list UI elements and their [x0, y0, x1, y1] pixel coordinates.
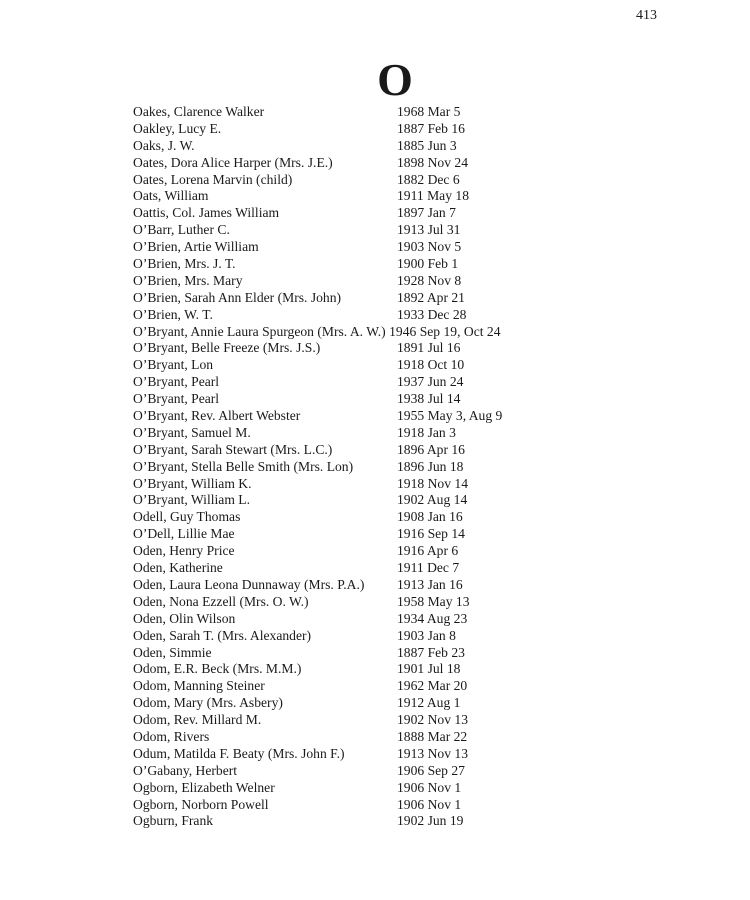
entry-name: O’Bryant, Belle Freeze (Mrs. J.S.)	[133, 340, 321, 356]
entry-date: 1892 Apr 21	[397, 289, 465, 305]
entry-name: O’Bryant, Rev. Albert Webster	[133, 408, 301, 424]
index-entry	[133, 138, 633, 155]
entry-name: Odom, Manning Steiner	[133, 678, 265, 694]
entry-name: Ogborn, Norborn Powell	[133, 796, 269, 812]
entry-date: 1913 Nov 13	[397, 745, 468, 761]
index-entry	[133, 459, 633, 476]
index-entry	[133, 104, 633, 121]
index-entry	[133, 509, 633, 526]
entry-name: O’Bryant, Stella Belle Smith (Mrs. Lon)	[133, 458, 354, 474]
index-entry	[133, 425, 633, 442]
index-entry	[133, 172, 633, 189]
entry-name: Oates, Dora Alice Harper (Mrs. J.E.)	[133, 154, 333, 170]
index-entry	[133, 205, 633, 222]
index-entry	[133, 712, 633, 729]
index-entry	[133, 357, 633, 374]
entry-date: 1896 Apr 16	[397, 441, 465, 457]
section-heading-letter: O	[377, 54, 413, 105]
entry-name: Ogborn, Elizabeth Welner	[133, 779, 275, 795]
entry-date: 1918 Nov 14	[397, 475, 468, 491]
index-entry	[133, 780, 633, 797]
entry-date: 1902 Jun 19	[397, 813, 464, 829]
entry-name: Oden, Olin Wilson	[133, 610, 236, 626]
index-entry	[133, 543, 633, 560]
index-entry	[133, 408, 633, 425]
entry-name: Oats, William	[133, 188, 209, 204]
index-entry	[133, 560, 633, 577]
index-entry	[133, 645, 633, 662]
entry-date: 1908 Jan 16	[397, 509, 463, 525]
entry-name: Oakes, Clarence Walker	[133, 104, 265, 119]
entry-date: 1911 May 18	[397, 188, 469, 204]
entry-date: 1968 Mar 5	[397, 104, 461, 119]
entry-date: 1901 Jul 18	[397, 661, 461, 677]
entry-date: 1906 Sep 27	[397, 762, 465, 778]
entry-name: Odom, Rev. Millard M.	[133, 712, 262, 728]
entry-name: Oden, Henry Price	[133, 543, 235, 559]
index-entry	[133, 442, 633, 459]
entry-date: 1882 Dec 6	[397, 171, 460, 187]
entry-date: 1918 Jan 3	[397, 424, 456, 440]
index-entry	[133, 813, 633, 830]
entry-date: 1913 Jul 31	[397, 222, 461, 238]
entry-name: Odell, Guy Thomas	[133, 509, 241, 525]
entry-date: 1955 May 3, Aug 9	[397, 408, 503, 424]
entry-name: O’Bryant, Samuel M.	[133, 424, 251, 440]
index-entry	[133, 188, 633, 205]
entry-name: O’Barr, Luther C.	[133, 222, 230, 238]
index-entry	[133, 155, 633, 172]
index-entry	[133, 476, 633, 493]
entry-date: 1898 Nov 24	[397, 154, 468, 170]
index-entry	[133, 121, 633, 138]
entry-date: 1887 Feb 23	[397, 644, 465, 660]
index-entry	[133, 492, 633, 509]
entry-date: 1934 Aug 23	[397, 610, 468, 626]
entry-name: Oden, Katherine	[133, 560, 223, 576]
index-entry	[133, 797, 633, 814]
entry-name: Oaks, J. W.	[133, 137, 195, 153]
entry-name: Odom, Mary (Mrs. Asbery)	[133, 695, 283, 711]
entry-date: 1933 Dec 28	[397, 306, 467, 322]
entry-name: O’Bryant, William L.	[133, 492, 250, 508]
entry-date: 1962 Mar 20	[397, 678, 468, 694]
entry-name: O’Bryant, Sarah Stewart (Mrs. L.C.)	[133, 441, 333, 457]
entry-date: 1888 Mar 22	[397, 728, 468, 744]
entry-date: 1897 Jan 7	[397, 205, 456, 221]
entry-date: 1937 Jun 24	[397, 374, 464, 390]
entry-date: 1946 Sep 19, Oct 24	[389, 323, 501, 339]
index-entry	[133, 729, 633, 746]
obituary-index-list	[133, 104, 633, 830]
index-entry	[133, 324, 633, 341]
entry-name: Oates, Lorena Marvin (child)	[133, 171, 293, 187]
index-entry	[133, 222, 633, 239]
entry-name: O’Brien, Artie William	[133, 239, 259, 255]
index-entry	[133, 678, 633, 695]
entry-name: Odom, E.R. Beck (Mrs. M.M.)	[133, 661, 302, 677]
index-entry	[133, 273, 633, 290]
index-entry	[133, 695, 633, 712]
index-entry	[133, 763, 633, 780]
entry-date: 1906 Nov 1	[397, 779, 462, 795]
index-entry	[133, 746, 633, 763]
entry-name: Odom, Rivers	[133, 728, 210, 744]
entry-name: O’Gabany, Herbert	[133, 762, 238, 778]
entry-name: Oattis, Col. James William	[133, 205, 280, 221]
entry-name: O’Dell, Lillie Mae	[133, 526, 235, 542]
entry-name: Ogburn, Frank	[133, 813, 214, 829]
entry-name: O’Brien, Mrs. J. T.	[133, 256, 236, 272]
entry-date: 1916 Sep 14	[397, 526, 465, 542]
entry-name: Odum, Matilda F. Beaty (Mrs. John F.)	[133, 745, 345, 761]
index-entry	[133, 526, 633, 543]
index-entry	[133, 374, 633, 391]
entry-name: Oden, Laura Leona Dunnaway (Mrs. P.A.)	[133, 576, 365, 592]
entry-date: 1913 Jan 16	[397, 576, 463, 592]
index-entry	[133, 256, 633, 273]
page-number: 413	[636, 8, 657, 23]
entry-date: 1903 Jan 8	[397, 627, 456, 643]
entry-date: 1891 Jul 16	[397, 340, 461, 356]
entry-name: Oden, Nona Ezzell (Mrs. O. W.)	[133, 593, 309, 609]
index-entry	[133, 594, 633, 611]
entry-date: 1938 Jul 14	[397, 391, 461, 407]
entry-date: 1902 Aug 14	[397, 492, 468, 508]
entry-date: 1916 Apr 6	[397, 543, 459, 559]
entry-name: O’Bryant, Pearl	[133, 391, 220, 407]
index-entry	[133, 391, 633, 408]
entry-name: Oden, Sarah T. (Mrs. Alexander)	[133, 627, 312, 643]
entry-name: O’Bryant, Lon	[133, 357, 214, 373]
entry-name: O’Brien, W. T.	[133, 306, 213, 322]
entry-date: 1903 Nov 5	[397, 239, 462, 255]
entry-date: 1896 Jun 18	[397, 458, 464, 474]
index-entry	[133, 290, 633, 307]
entry-name: O’Bryant, Pearl	[133, 374, 220, 390]
entry-name: O’Bryant, Annie Laura Spurgeon (Mrs. A. W.)	[133, 323, 386, 339]
entry-date: 1900 Feb 1	[397, 256, 459, 272]
entry-name: O’Bryant, William K.	[133, 475, 252, 491]
index-entry	[133, 611, 633, 628]
index-entry	[133, 577, 633, 594]
entry-name: O’Brien, Sarah Ann Elder (Mrs. John)	[133, 289, 342, 305]
entry-date: 1928 Nov 8	[397, 272, 462, 288]
entry-name: Oden, Simmie	[133, 644, 212, 660]
entry-name: Oakley, Lucy E.	[133, 120, 222, 136]
index-entry	[133, 340, 633, 357]
entry-date: 1912 Aug 1	[397, 695, 461, 711]
entry-date: 1887 Feb 16	[397, 120, 465, 136]
index-entry	[133, 307, 633, 324]
entry-date: 1902 Nov 13	[397, 712, 468, 728]
entry-date: 1958 May 13	[397, 593, 470, 609]
entry-date: 1906 Nov 1	[397, 796, 462, 812]
entry-date: 1911 Dec 7	[397, 560, 460, 576]
entry-name: O’Brien, Mrs. Mary	[133, 272, 243, 288]
index-entry	[133, 239, 633, 256]
index-entry	[133, 628, 633, 645]
index-entry	[133, 661, 633, 678]
entry-date: 1918 Oct 10	[397, 357, 465, 373]
entry-date: 1885 Jun 3	[397, 137, 457, 153]
